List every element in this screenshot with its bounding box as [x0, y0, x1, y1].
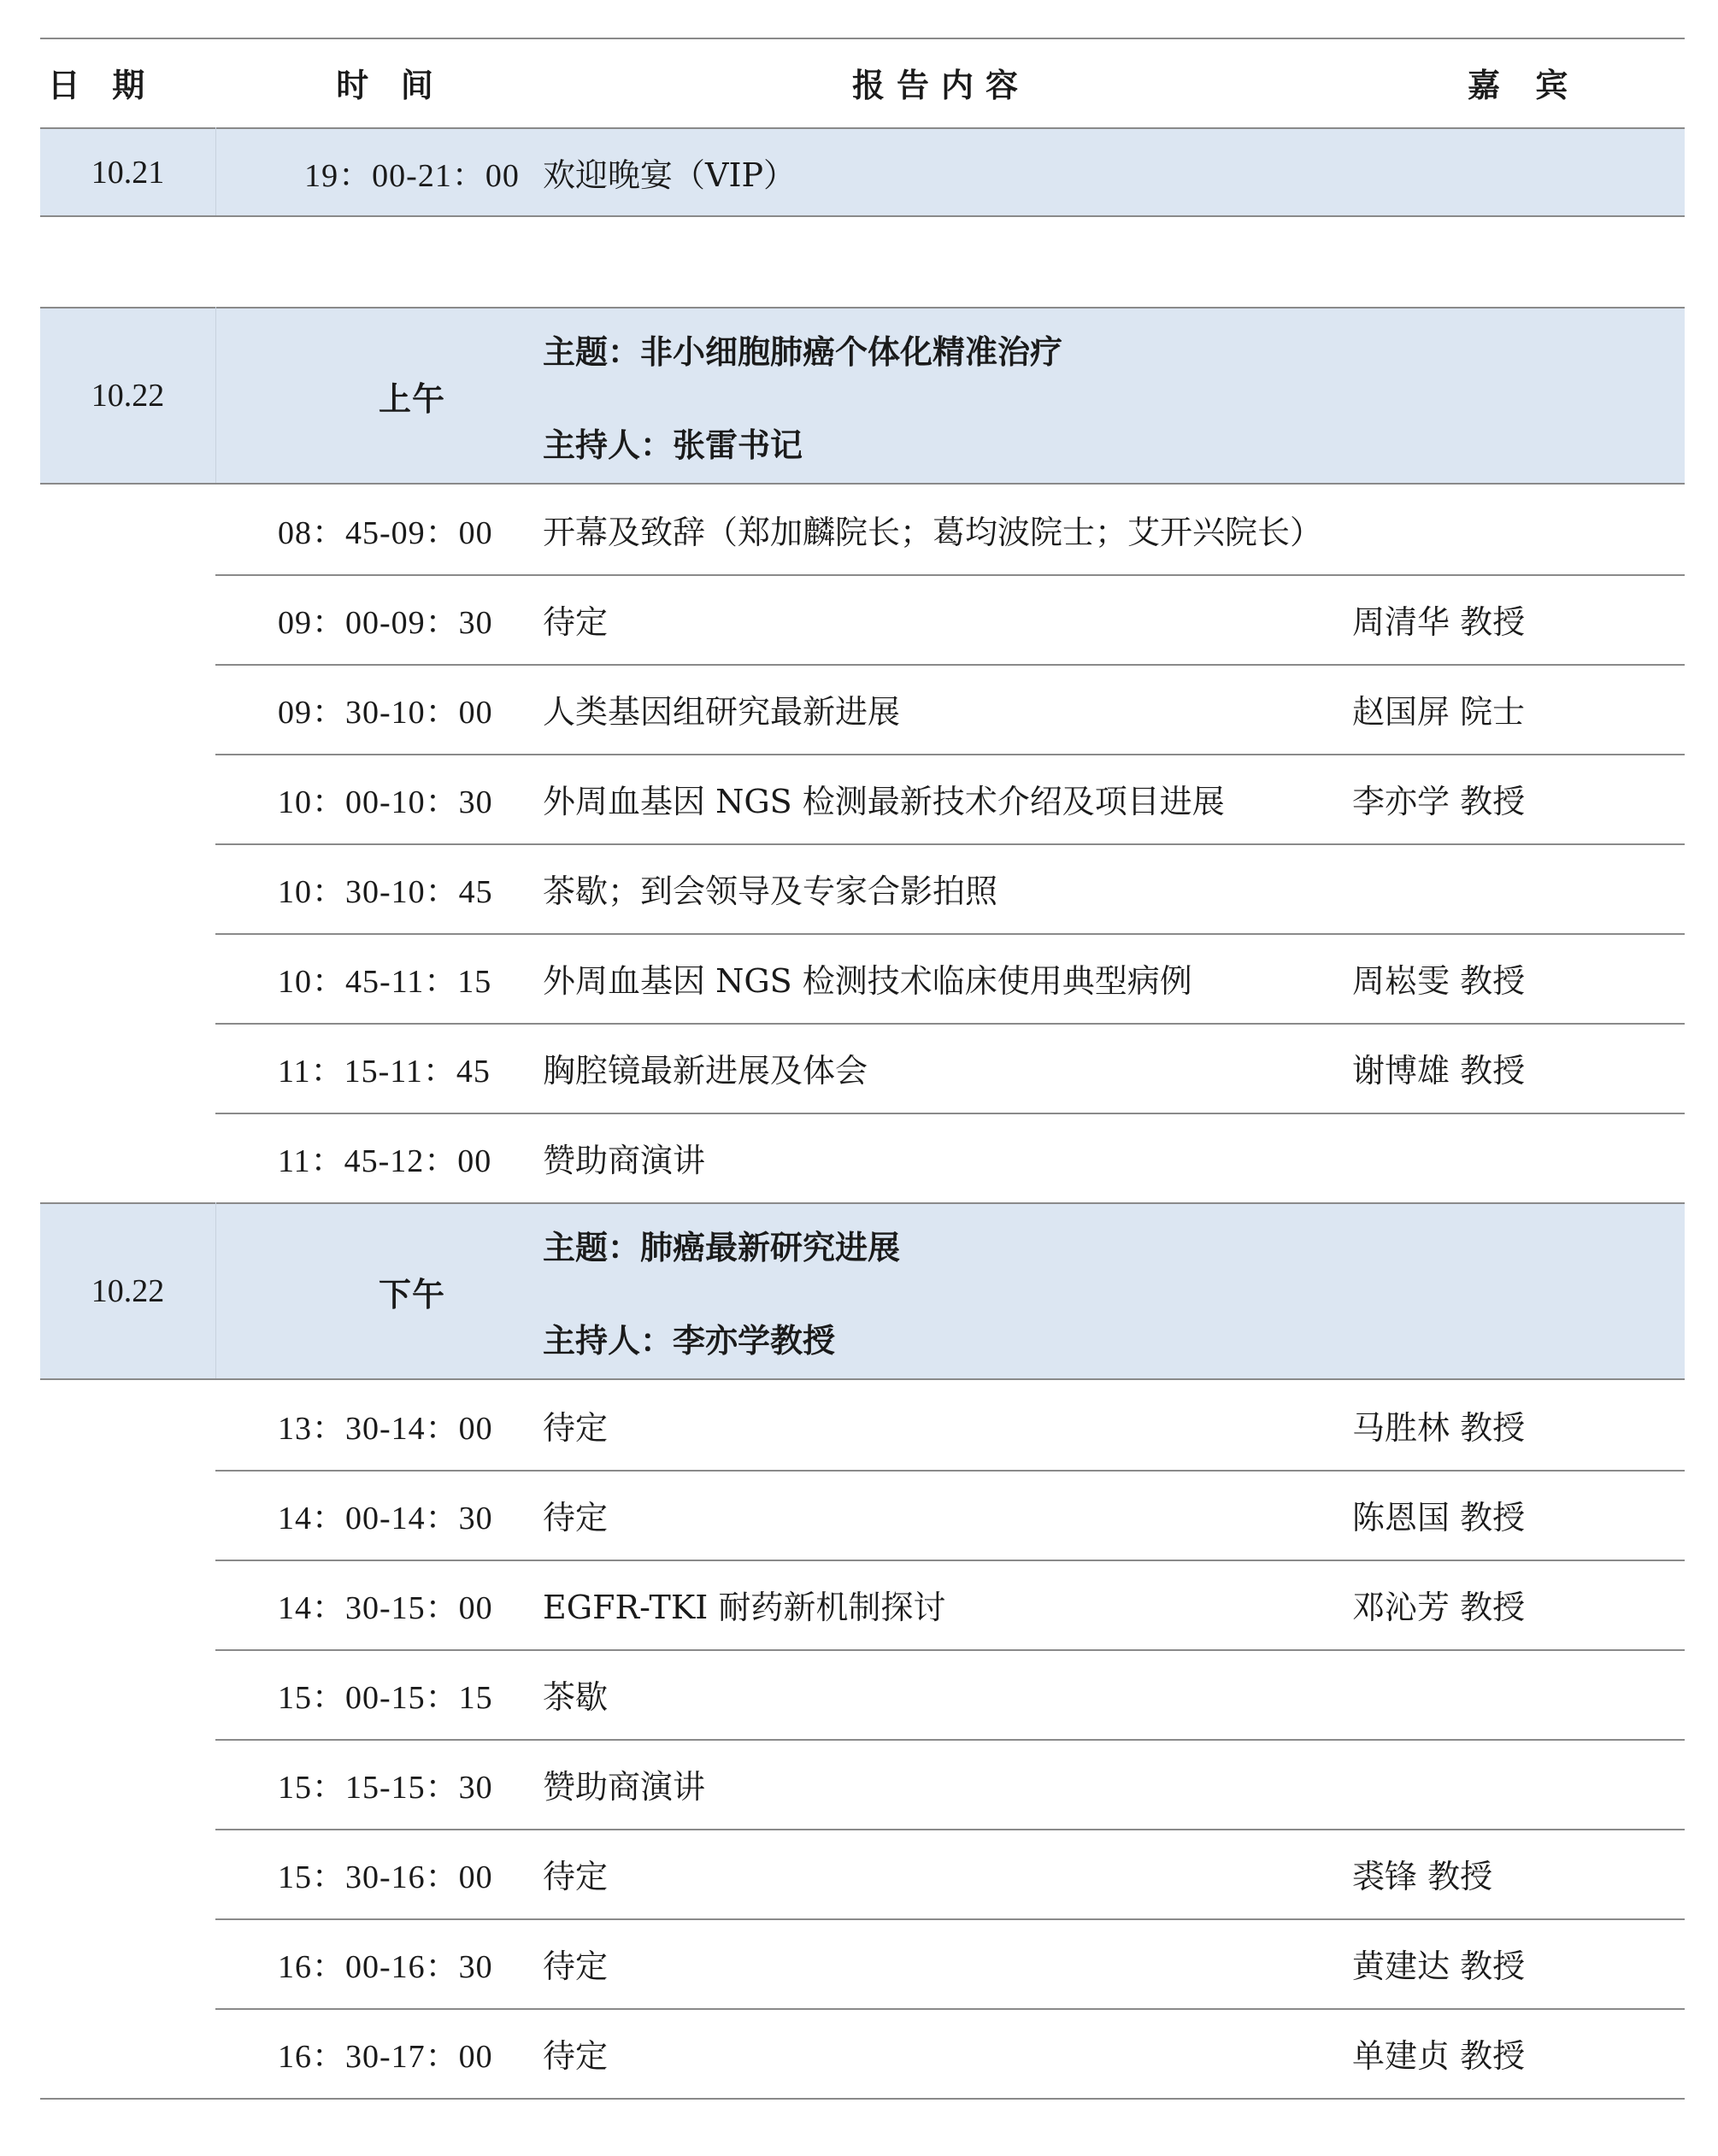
afternoon-period: 下午: [378, 1277, 445, 1313]
row-content: 开幕及致辞（郑加麟院长；葛均波院士；艾开兴院长）: [543, 514, 1323, 551]
row-content: 外周血基因 NGS 检测最新技术介绍及项目进展: [543, 783, 1225, 820]
row-time: 09：00-09：30: [278, 605, 493, 641]
schedule-row: [40, 754, 1685, 843]
row-guest: [1352, 1113, 1685, 1202]
row-content: 待定: [543, 603, 609, 641]
afternoon-host: 主持人：李亦学教授: [543, 1321, 836, 1360]
row-time: 16：30-17：00: [278, 2039, 493, 2075]
row-guest: [1352, 843, 1685, 933]
row-content: 待定: [543, 1409, 609, 1447]
row-time: 08：45-09：00: [278, 515, 493, 551]
row-time: 11：45-12：00: [278, 1143, 492, 1179]
row-guest: [1352, 1739, 1685, 1829]
row-guest: 裘锋 教授: [1352, 1858, 1493, 1895]
row-content: 待定: [543, 1858, 609, 1895]
schedule-row: [40, 843, 1685, 933]
row-time: 10：45-11：15: [278, 964, 492, 1000]
schedule-row: [40, 485, 1685, 574]
header-date: 日 期: [47, 68, 157, 104]
morning-section-row: [40, 307, 1685, 485]
morning-date: 10.22: [91, 378, 165, 414]
row-content: 待定: [543, 1947, 609, 1985]
schedule-row: [40, 2008, 1685, 2098]
row-time: 10：30-10：45: [278, 874, 493, 910]
morning-theme-block: [543, 307, 1363, 485]
row-time: 13：30-14：00: [278, 1411, 493, 1447]
row-guest: 周崧雯 教授: [1352, 962, 1526, 1000]
morning-period: 上午: [378, 381, 445, 418]
row-content: 待定: [543, 1499, 609, 1536]
row-content: 待定: [543, 2037, 609, 2075]
afternoon-items: [40, 1380, 1685, 2098]
row-guest: [1352, 1649, 1685, 1739]
row-guest: 周清华 教授: [1352, 603, 1526, 641]
row-time: 15：15-15：30: [278, 1770, 493, 1806]
row-guest: 赵国屏 院士: [1352, 693, 1526, 731]
row-content: 赞助商演讲: [543, 1768, 706, 1806]
schedule-row: [40, 933, 1685, 1023]
header-content: 报告内容: [852, 66, 1031, 104]
row-content: EGFR-TKI 耐药新机制探讨: [543, 1589, 946, 1626]
row-content: 人类基因组研究最新进展: [543, 693, 901, 731]
row-guest: 黄建达 教授: [1352, 1947, 1526, 1985]
afternoon-theme: 主题：肺癌最新研究进展: [543, 1228, 901, 1266]
schedule-row: [40, 1829, 1685, 1918]
row-guest: 谢博雄 教授: [1352, 1052, 1526, 1090]
schedule-row: [40, 574, 1685, 664]
schedule-row: [40, 1023, 1685, 1113]
welcome-time: 19：00-21：00: [304, 158, 520, 194]
morning-items: [40, 485, 1685, 1202]
schedule-row: [40, 1649, 1685, 1739]
morning-theme: 主题：非小细胞肺癌个体化精准治疗: [543, 332, 1063, 371]
schedule-table: [40, 38, 1685, 2098]
schedule-row: [40, 1380, 1685, 1470]
row-time: 09：30-10：00: [278, 695, 493, 731]
afternoon-section-row: [40, 1202, 1685, 1380]
row-guest: 陈恩国 教授: [1352, 1499, 1526, 1536]
row-time: 11：15-11：45: [278, 1054, 491, 1090]
row-time: 15：00-15：15: [278, 1680, 493, 1716]
row-time: 14：00-14：30: [278, 1501, 493, 1536]
row-content: 胸腔镜最新进展及体会: [543, 1052, 868, 1090]
welcome-date: 10.21: [91, 154, 165, 191]
row-content: 茶歇；到会领导及专家合影拍照: [543, 872, 998, 910]
table-bottom-rule: [40, 2098, 1685, 2100]
row-time: 16：00-16：30: [278, 1949, 493, 1985]
row-guest: 单建贞 教授: [1352, 2037, 1526, 2075]
schedule-row: [40, 1470, 1685, 1560]
schedule-row: [40, 1739, 1685, 1829]
schedule-row: [40, 1113, 1685, 1202]
table-header-row: [40, 38, 1685, 127]
header-time: 时 间: [336, 68, 445, 104]
welcome-content: 欢迎晚宴（VIP）: [543, 156, 797, 194]
row-guest: 邓沁芳 教授: [1352, 1589, 1526, 1626]
afternoon-theme-block: [543, 1202, 1363, 1380]
row-content: 茶歇: [543, 1678, 609, 1716]
morning-host: 主持人：张雷书记: [543, 426, 803, 464]
spacer-row: [40, 217, 1685, 307]
row-content: 赞助商演讲: [543, 1142, 706, 1179]
afternoon-date: 10.22: [91, 1273, 165, 1309]
row-time: 10：00-10：30: [278, 784, 493, 820]
row-time: 15：30-16：00: [278, 1859, 493, 1895]
schedule-row: [40, 1918, 1685, 2008]
row-content: 外周血基因 NGS 检测技术临床使用典型病例: [543, 962, 1192, 1000]
schedule-row: [40, 1560, 1685, 1649]
row-guest: [1352, 485, 1685, 574]
header-guest: 嘉 宾: [1468, 66, 1580, 104]
row-guest: 马胜林 教授: [1352, 1409, 1526, 1447]
schedule-row: [40, 664, 1685, 754]
row-time: 14：30-15：00: [278, 1590, 493, 1626]
welcome-row: [40, 127, 1685, 217]
row-guest: 李亦学 教授: [1352, 783, 1526, 820]
